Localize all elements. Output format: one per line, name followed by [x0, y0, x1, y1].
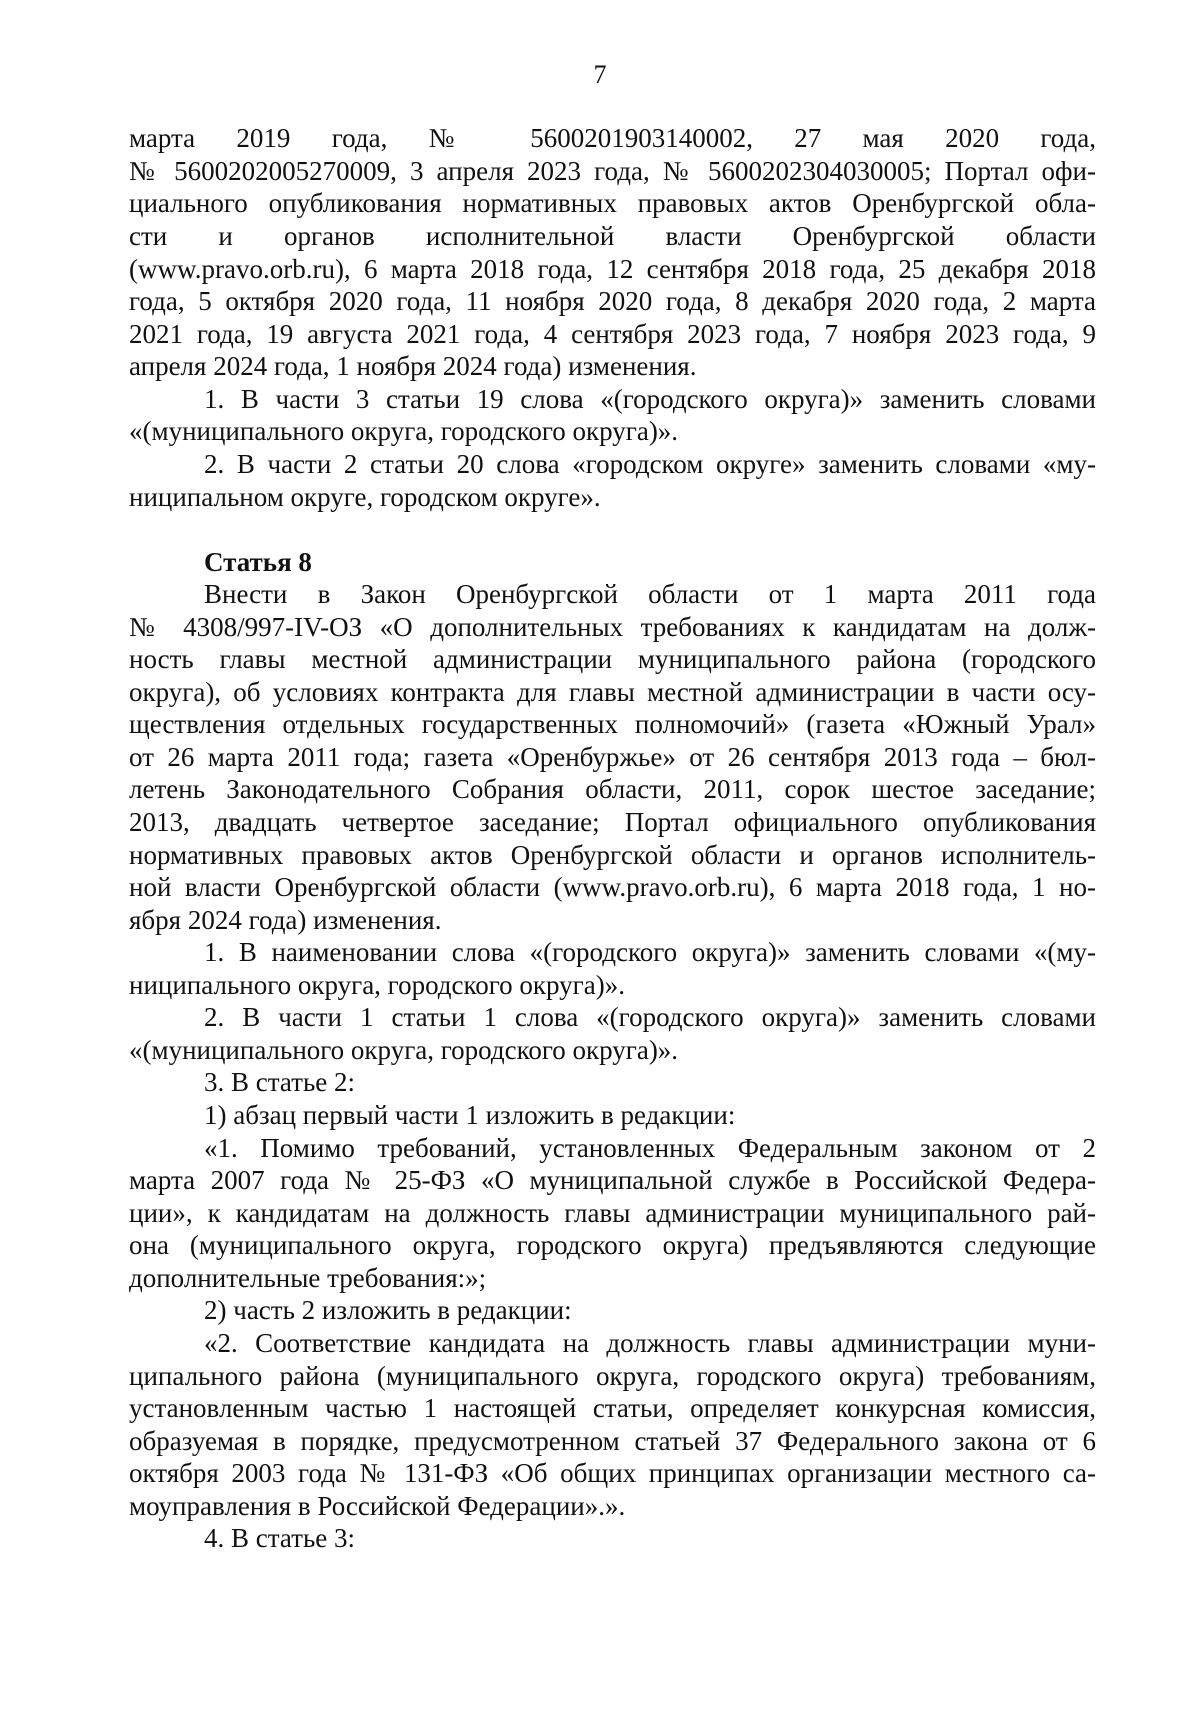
text-line: № 5600202005270009, 3 апреля 2023 года, № 5600202304030005; Портал офи-: [129, 156, 1096, 186]
text-line: 2) часть 2 изложить в редакции:: [204, 1295, 572, 1325]
text-line: 4. В статье 3:: [204, 1523, 356, 1553]
text-line: ной власти Оренбургской области (www.pravo.orb.ru), 6 марта 2018 года, 1 но-: [129, 872, 1096, 902]
text-line: ниципальном округе, городском округе».: [129, 482, 601, 512]
text-line: ществления отдельных государственных полномочий» (газета «Южный Урал»: [129, 709, 1096, 739]
text-line: ции», к кандидатам на должность главы администрации муниципального рай-: [129, 1198, 1096, 1228]
text-line: «(муниципального округа, городского округа)».: [129, 416, 679, 446]
text-line: летень Законодательного Собрания области, 2011, сорок шестое заседание;: [129, 774, 1096, 804]
text-line: дополнительные требования:»;: [129, 1263, 487, 1293]
text-line: 2. В части 1 статьи 1 слова «(городского округа)» заменить словами: [204, 1002, 1096, 1032]
text-line: 1. В части 3 статьи 19 слова «(городского округа)» заменить словами: [204, 384, 1096, 414]
text-line: ципального района (муниципального округа, городского округа) требованиям,: [129, 1361, 1096, 1391]
text-line: октября 2003 года № 131-ФЗ «Об общих принципах организации местного са-: [129, 1458, 1096, 1488]
text-line: округа), об условиях контракта для главы местной администрации в части осу-: [129, 677, 1096, 707]
text-line: она (муниципального округа, городского округа) предъявляются следующие: [129, 1230, 1096, 1260]
text-line: ября 2024 года) изменения.: [129, 905, 442, 935]
text-line: «(муниципального округа, городского округа)».: [129, 1035, 679, 1065]
text-line: сти и органов исполнительной власти Оренбургской области: [129, 221, 1096, 251]
text-line: циального опубликования нормативных правовых актов Оренбургской обла-: [129, 188, 1096, 218]
text-line: 2013, двадцать четвертое заседание; Портал официального опубликования: [129, 807, 1096, 837]
text-line: апреля 2024 года, 1 ноября 2024 года) изменения.: [129, 351, 697, 381]
text-line: образуемая в порядке, предусмотренном статьей 37 Федерального закона от 6: [129, 1426, 1096, 1456]
text-line: «1. Помимо требований, установленных Федеральным законом от 2: [204, 1133, 1096, 1163]
text-line: ность главы местной администрации муниципального района (городского: [129, 644, 1096, 674]
text-line: марта 2007 года № 25-ФЗ «О муниципальной службе в Российской Федера-: [129, 1165, 1096, 1195]
article-heading: Статья 8: [204, 547, 312, 577]
text-line: 1. В наименовании слова «(городского округа)» заменить словами «(му-: [204, 937, 1096, 967]
text-line: 1) абзац первый части 1 изложить в редакции:: [204, 1100, 736, 1130]
text-line: № 4308/997-IV-ОЗ «О дополнительных требованиях к кандидатам на долж-: [129, 612, 1096, 642]
text-line: 2. В части 2 статьи 20 слова «городском округе» заменить словами «му-: [204, 449, 1096, 479]
text-line: 3. В статье 2:: [204, 1067, 356, 1097]
text-line: «2. Соответствие кандидата на должность главы администрации муни-: [204, 1328, 1096, 1358]
text-line: 2021 года, 19 августа 2021 года, 4 сентября 2023 года, 7 ноября 2023 года, 9: [129, 319, 1096, 349]
text-line: нормативных правовых актов Оренбургской области и органов исполнитель-: [129, 840, 1096, 870]
text-line: моуправления в Российской Федерации».».: [129, 1491, 626, 1521]
text-line: ниципального округа, городского округа)».: [129, 970, 625, 1000]
text-line: Внести в Закон Оренбургской области от 1 марта 2011 года: [204, 579, 1096, 609]
text-line: установленным частью 1 настоящей статьи, определяет конкурсная комиссия,: [129, 1393, 1096, 1423]
text-line: от 26 марта 2011 года; газета «Оренбуржье» от 26 сентября 2013 года – бюл-: [129, 742, 1096, 772]
page-number: 7: [593, 60, 607, 89]
text-line: года, 5 октября 2020 года, 11 ноября 2020 года, 8 декабря 2020 года, 2 марта: [129, 286, 1096, 316]
text-line: (www.pravo.orb.ru), 6 марта 2018 года, 12 сентября 2018 года, 25 декабря 2018: [129, 254, 1096, 284]
text-line: марта 2019 года, № 5600201903140002, 27 мая 2020 года,: [129, 123, 1096, 153]
